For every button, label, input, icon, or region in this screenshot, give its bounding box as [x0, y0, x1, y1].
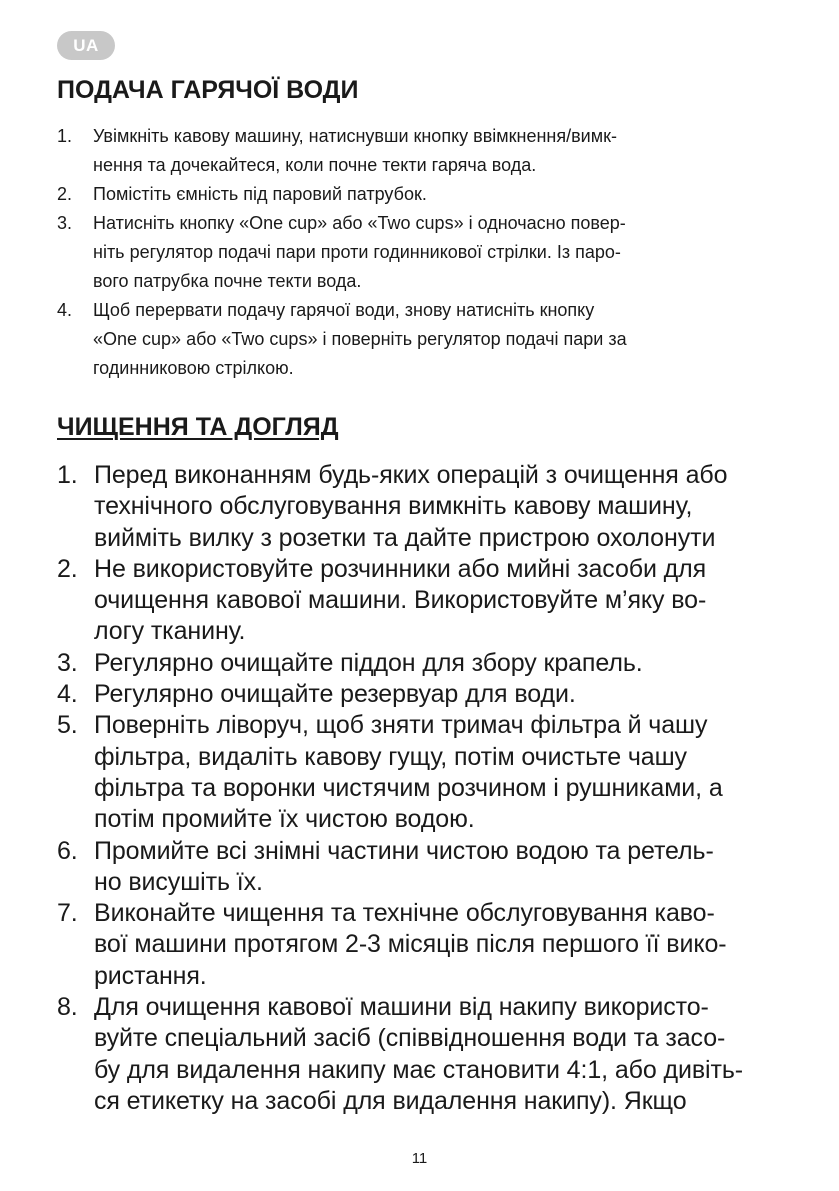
text-line: Щоб перервати подачу гарячої води, знову натисніть кнопку [93, 300, 595, 320]
list-item [57, 836, 792, 899]
list-item-text [94, 554, 792, 648]
text-line: Помістіть ємність під паровий патрубок. [93, 184, 427, 204]
list-item-number: 1. [57, 126, 73, 146]
text-line: бу для видалення накипу має становити 4:1, або дивіть- [94, 1055, 743, 1084]
text-line: ся етикетку на засобі для видалення накипу). Якщо [94, 1086, 687, 1115]
hot-water-steps-list [57, 122, 787, 383]
list-item [57, 679, 792, 710]
list-item-text [94, 710, 792, 835]
list-item [57, 209, 787, 296]
list-item-number: 2. [57, 554, 78, 583]
list-item-number: 2. [57, 184, 73, 204]
text-line: вийміть вилку з розетки та дайте пристрою охолонути [94, 523, 716, 552]
list-item-text [94, 460, 792, 554]
list-item-text [94, 679, 792, 710]
list-item-number: 1. [57, 461, 78, 489]
text-line: Регулярно очищайте резервуар для води. [94, 680, 576, 709]
section-title-hot-water: ПОДАЧА ГАРЯЧОЇ ВОДИ [57, 76, 359, 104]
cleaning-steps-list [57, 460, 792, 1117]
list-item-number: 4. [57, 680, 78, 709]
list-item-number: 4. [57, 300, 73, 320]
text-line: Для очищення кавової машини від накипу використо- [94, 993, 709, 1022]
text-line: Поверніть ліворуч, щоб зняти тримач фільтра й чашу [94, 711, 708, 740]
list-item-text [93, 209, 787, 296]
text-line: Перед виконанням будь-яких операцій з очищення або [94, 461, 728, 489]
text-line: годинниковою стрілкою. [93, 358, 294, 378]
list-item-text [93, 180, 787, 209]
list-item [57, 122, 787, 180]
list-item [57, 898, 792, 992]
list-item-number: 3. [57, 648, 78, 677]
list-item [57, 554, 792, 648]
text-line: ристання. [94, 961, 207, 990]
page-number: 11 [411, 1150, 428, 1167]
text-line: нення та дочекайтеся, коли почне текти гаряча вода. [93, 155, 537, 175]
text-line: Натисніть кнопку «One cup» або «Two cups» і одночасно повер- [93, 213, 626, 233]
list-item [57, 460, 792, 554]
list-item-text [94, 836, 792, 899]
text-line: Не використовуйте розчинники або мийні засоби для [94, 554, 707, 583]
text-line: фільтра, видаліть кавову гущу, потім очистьте чашу [94, 742, 687, 771]
list-item-number: 3. [57, 213, 73, 233]
text-line: очищення кавової машини. Використовуйте м’яку во- [94, 586, 707, 615]
text-line: но висушіть їх. [94, 867, 263, 896]
text-line: вуйте спеціальний засіб (співвідношення води та засо- [94, 1024, 726, 1053]
text-line: технічного обслуговування вимкніть кавову машину, [94, 492, 693, 521]
list-item-number: 6. [57, 836, 78, 865]
list-item [57, 992, 792, 1117]
list-item-text [94, 648, 792, 679]
list-item-text [93, 122, 787, 180]
list-item-text [93, 296, 787, 383]
list-item [57, 296, 787, 383]
text-line: Увімкніть кавову машину, натиснувши кнопку ввімкнення/вимк- [93, 126, 617, 146]
language-badge: UA [57, 31, 115, 60]
text-line: вої машини протягом 2-3 місяців після першого її вико- [94, 930, 727, 959]
text-line: фільтра та воронки чистячим розчином і рушниками, а [94, 773, 723, 802]
text-line: Промийте всі знімні частини чистою водою та ретель- [94, 836, 714, 865]
list-item-number: 5. [57, 711, 78, 740]
section-title-cleaning: ЧИЩЕННЯ ТА ДОГЛЯД [57, 413, 339, 441]
text-line: Виконайте чищення та технічне обслуговування каво- [94, 899, 715, 928]
list-item [57, 710, 792, 835]
text-line: ніть регулятор подачі пари проти годинникової стрілки. Із паро- [93, 242, 621, 262]
text-line: «One cup» або «Two cups» і поверніть регулятор подачі пари за [93, 329, 627, 349]
list-item [57, 648, 792, 679]
text-line: Регулярно очищайте піддон для збору крапель. [94, 648, 643, 677]
list-item [57, 180, 787, 209]
text-line: логу тканину. [94, 617, 246, 646]
list-item-number: 8. [57, 993, 78, 1022]
list-item-text [94, 898, 792, 992]
list-item-number: 7. [57, 899, 78, 928]
list-item-text [94, 992, 792, 1117]
text-line: вого патрубка почне текти вода. [93, 271, 362, 291]
text-line: потім промийте їх чистою водою. [94, 805, 475, 834]
